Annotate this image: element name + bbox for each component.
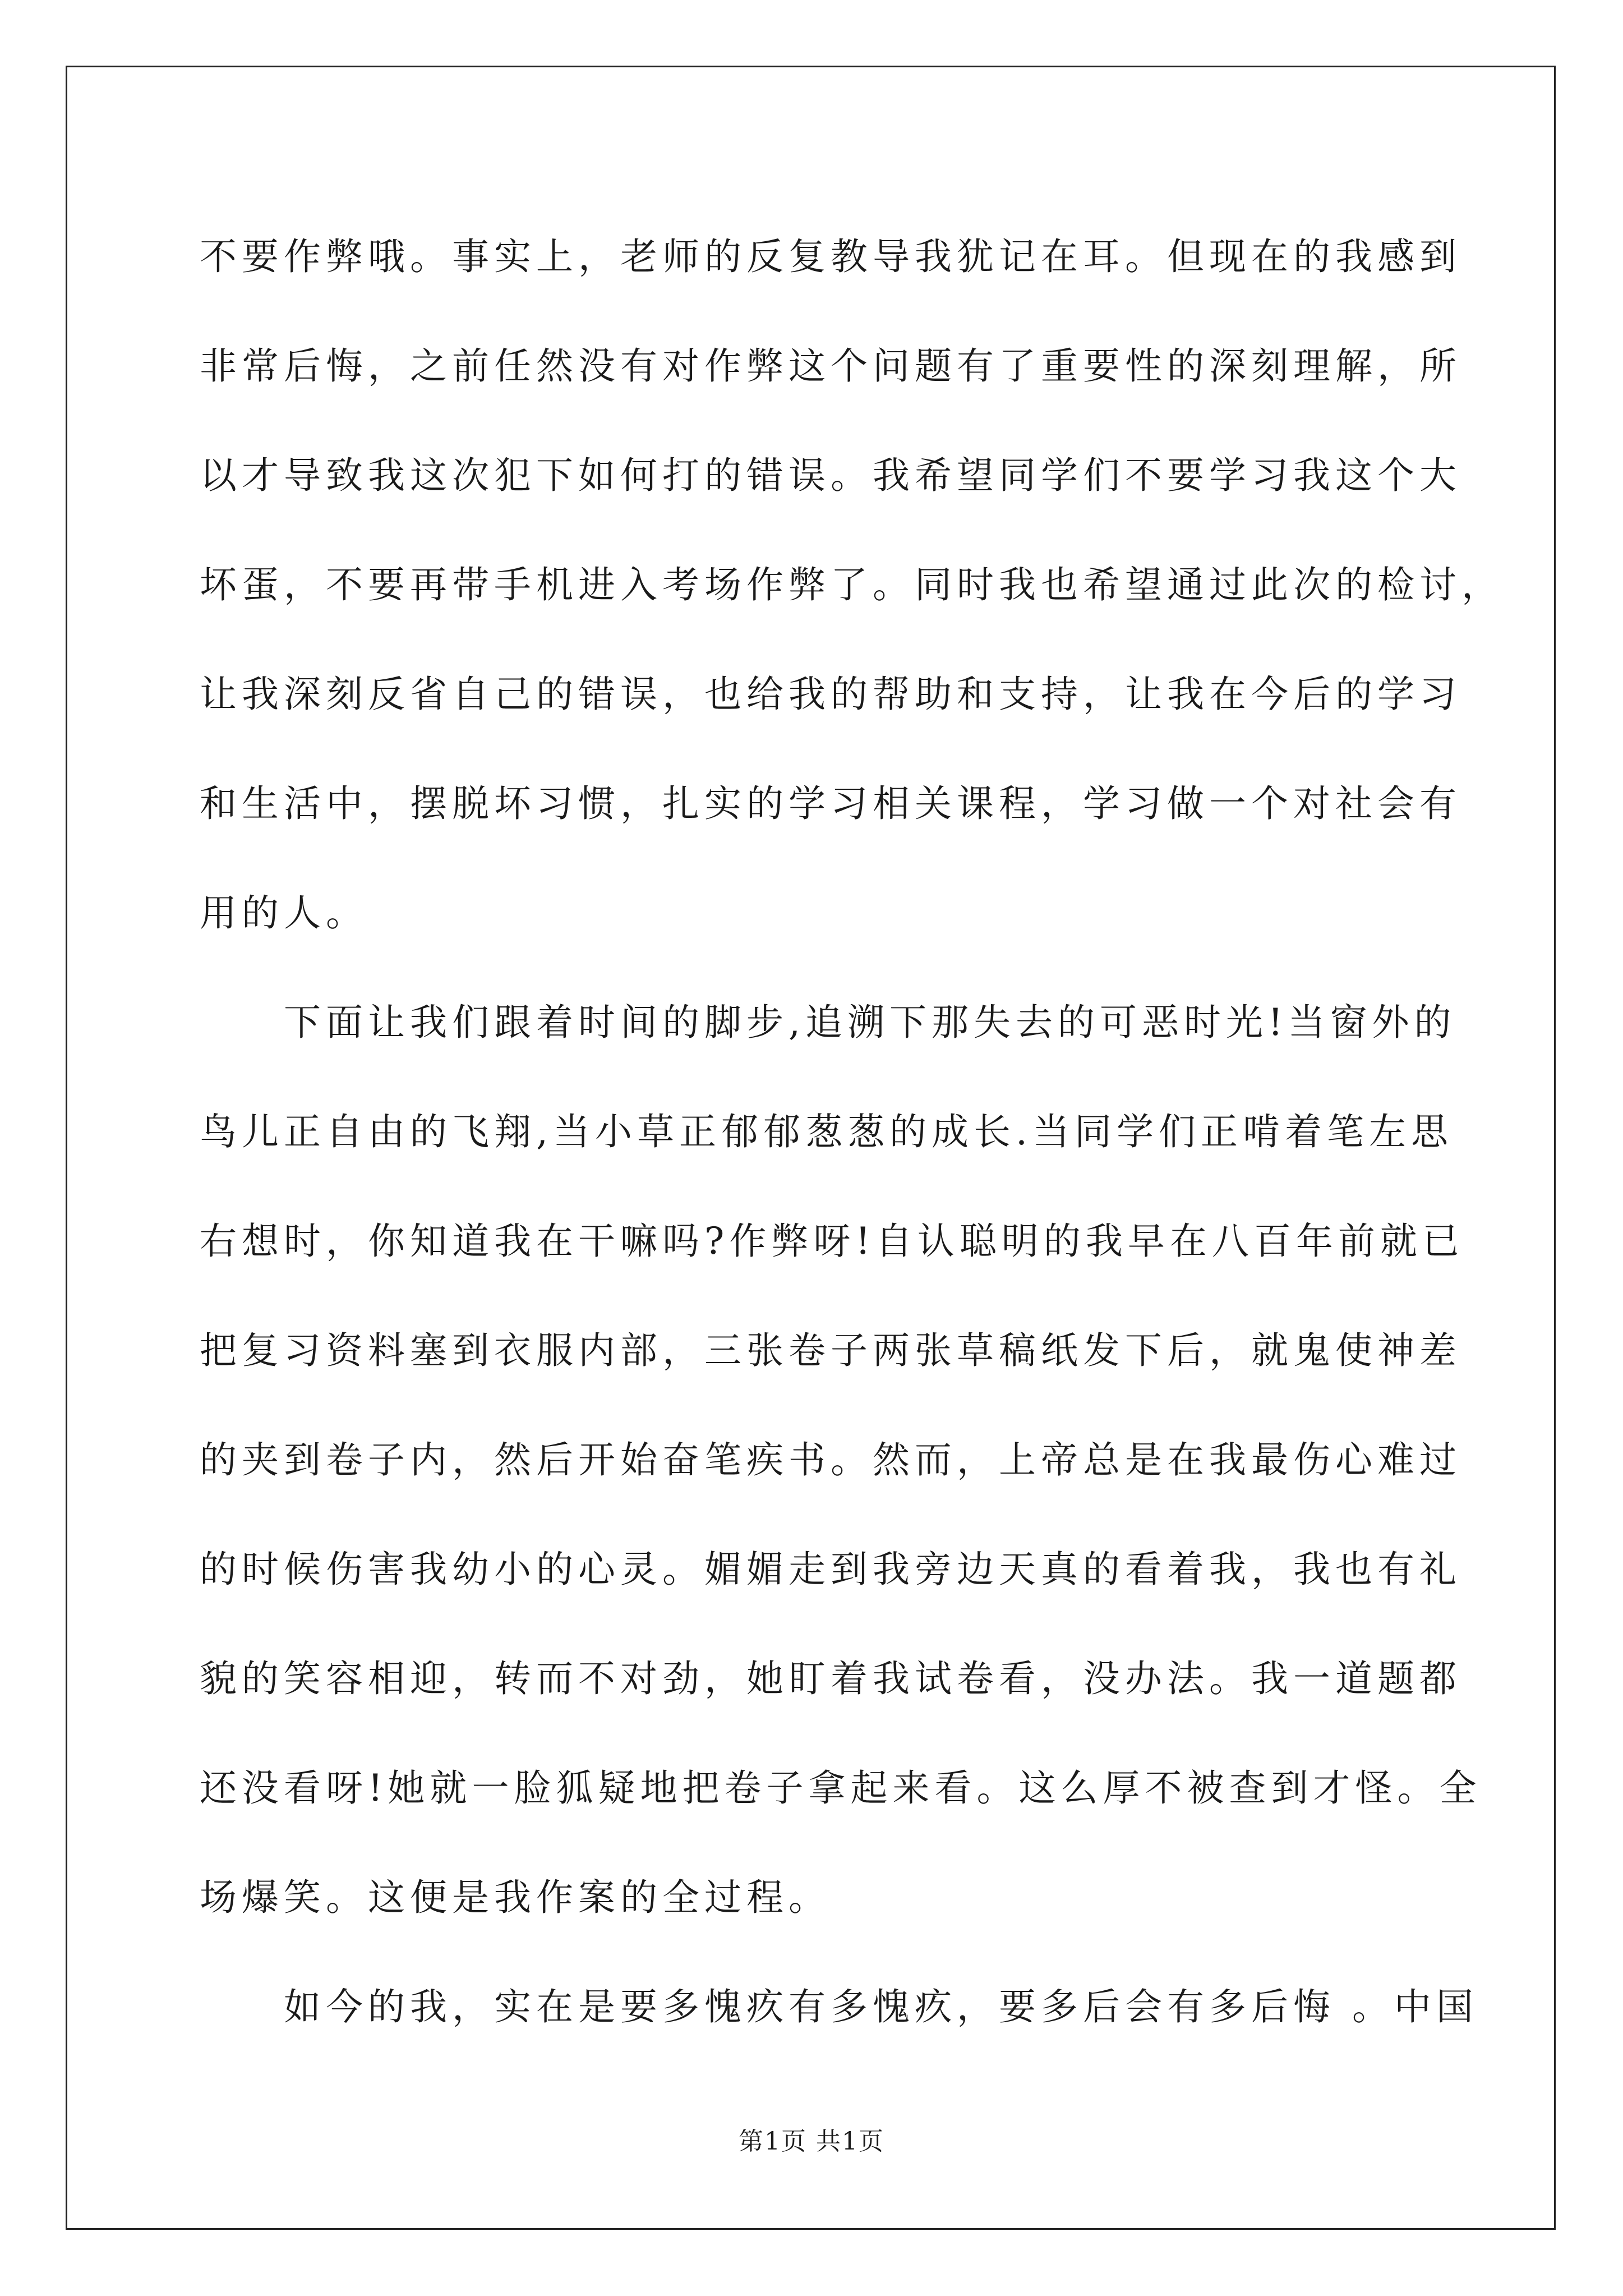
- text-line: 的时候伤害我幼小的心灵。媚媚走到我旁边天真的看着我，我也有礼: [200, 1548, 1461, 1591]
- paragraph-start-line: 下面让我们跟着时间的脚步,追溯下那失去的可恶时光!当窗外的: [284, 1001, 1456, 1044]
- text-line: 以才导致我这次犯下如何打的错误。我希望同学们不要学习我这个大: [200, 454, 1461, 497]
- text-line: 不要作弊哦。事实上，老师的反复教导我犹记在耳。但现在的我感到: [200, 235, 1461, 278]
- text-line: 非常后悔，之前任然没有对作弊这个问题有了重要性的深刻理解，所: [200, 344, 1461, 388]
- text-line: 用的人。: [200, 891, 368, 935]
- text-line: 鸟儿正自由的飞翔,当小草正郁郁葱葱的成长.当同学们正啃着笔左思: [200, 1110, 1453, 1153]
- document-body: [200, 202, 1504, 2062]
- text-line: 让我深刻反省自己的错误，也给我的帮助和支持，让我在今后的学习: [200, 673, 1461, 716]
- text-line: 貌的笑容相迎，转而不对劲，她盯着我试卷看，没办法。我一道题都: [200, 1657, 1461, 1700]
- paragraph-start-line: 如今的我，实在是要多愧疚有多愧疚，要多后会有多后悔 。中国: [284, 1985, 1478, 2028]
- text-line: 的夹到卷子内，然后开始奋笔疾书。然而，上帝总是在我最伤心难过: [200, 1438, 1461, 1481]
- text-line: 坏蛋，不要再带手机进入考场作弊了。同时我也希望通过此次的检讨，: [200, 563, 1504, 606]
- text-line: 把复习资料塞到衣服内部，三张卷子两张草稿纸发下后，就鬼使神差: [200, 1329, 1461, 1372]
- text-line: 和生活中，摆脱坏习惯，扎实的学习相关课程，学习做一个对社会有: [200, 782, 1461, 825]
- text-line: 场爆笑。这便是我作案的全过程。: [200, 1876, 831, 1919]
- page-footer: 第1页 共1页: [739, 2127, 884, 2156]
- text-line: 右想时，你知道我在干嘛吗?作弊呀!自认聪明的我早在八百年前就已: [200, 1220, 1464, 1263]
- text-line: 还没看呀!她就一脸狐疑地把卷子拿起来看。这么厚不被查到才怪。全: [200, 1766, 1482, 1810]
